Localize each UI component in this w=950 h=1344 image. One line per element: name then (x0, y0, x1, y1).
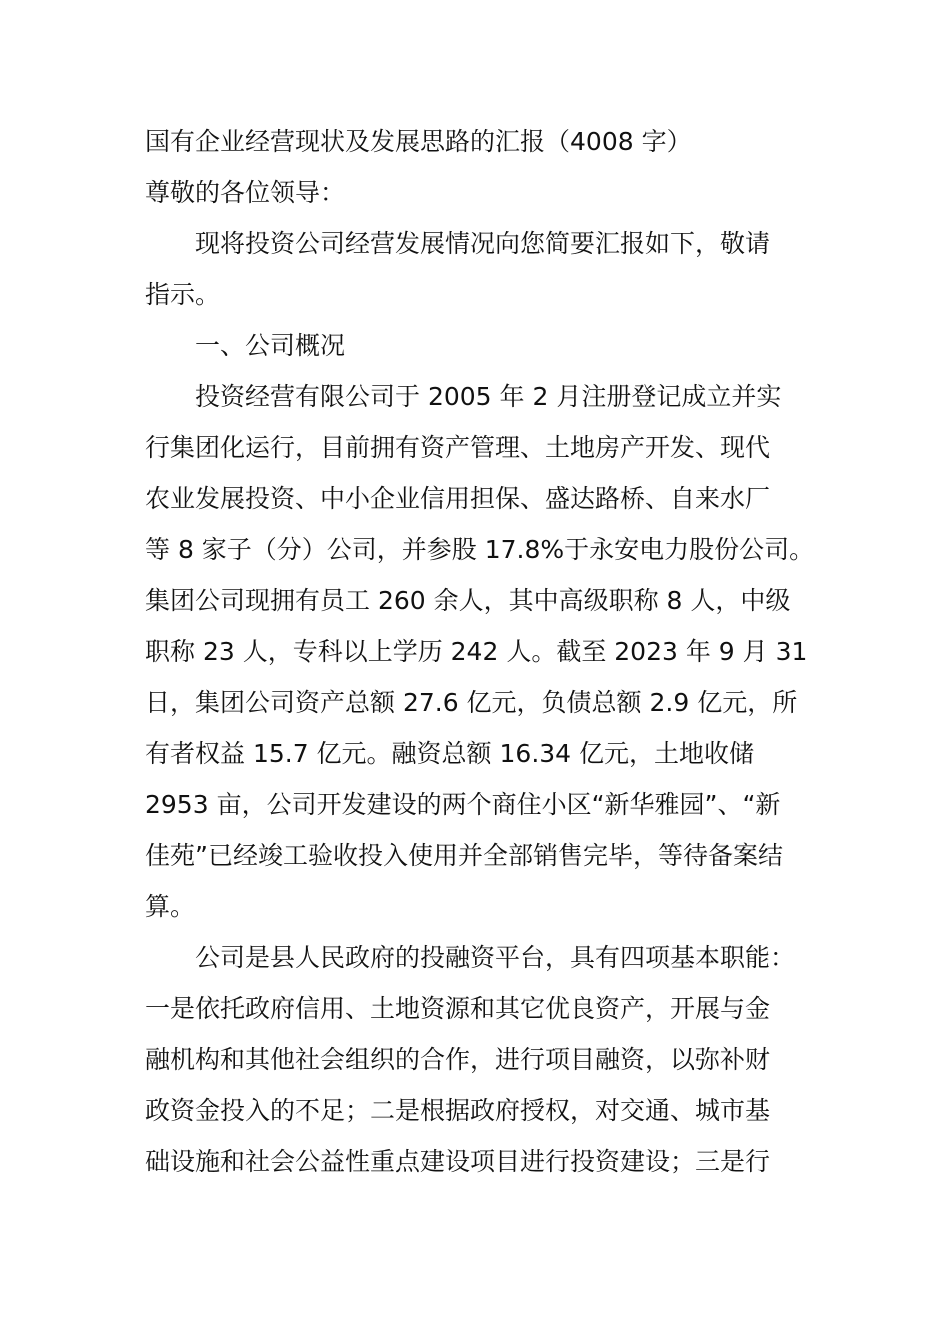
paragraph-line: 现将投资公司经营发展情况向您简要汇报如下，敬请 (195, 229, 771, 258)
paragraph-line: 指示。 (145, 280, 221, 309)
paragraph-line: 农业发展投资、中小企业信用担保、盛达路桥、自来水厂 (145, 484, 771, 513)
paragraph-line: 有者权益 15.7 亿元。融资总额 16.34 亿元，土地收储 (145, 739, 755, 768)
paragraph-line: 集团公司现拥有员工 260 余人，其中高级职称 8 人，中级 (145, 586, 791, 615)
paragraph-line: 础设施和社会公益性重点建设项目进行投资建设；三是行 (145, 1147, 771, 1176)
paragraph-line: 行集团化运行，目前拥有资产管理、土地房产开发、现代 (145, 433, 771, 462)
paragraph-line: 佳苑”已经竣工验收投入使用并全部销售完毕，等待备案结 (145, 841, 783, 870)
paragraph-line: 算。 (145, 892, 196, 921)
paragraph-line: 一是依托政府信用、土地资源和其它优良资产，开展与金 (145, 994, 771, 1023)
paragraph-line: 政资金投入的不足；二是根据政府授权，对交通、城市基 (145, 1096, 771, 1125)
section-heading: 一、公司概况 (195, 331, 346, 360)
salutation: 尊敬的各位领导： (145, 178, 346, 207)
paragraph-line: 融机构和其他社会组织的合作，进行项目融资，以弥补财 (145, 1045, 771, 1074)
paragraph-line: 投资经营有限公司于 2005 年 2 月注册登记成立并实 (195, 382, 782, 411)
paragraph-line: 等 8 家子（分）公司，并参股 17.8%于永安电力股份公司。 (145, 535, 815, 564)
paragraph-line: 公司是县人民政府的投融资平台，具有四项基本职能： (195, 943, 796, 972)
paragraph-line: 日，集团公司资产总额 27.6 亿元，负债总额 2.9 亿元，所 (145, 688, 798, 717)
paragraph-line: 2953 亩，公司开发建设的两个商住小区“新华雅园”、“新 (145, 790, 781, 819)
document-title: 国有企业经营现状及发展思路的汇报（4008 字） (145, 127, 692, 156)
paragraph-line: 职称 23 人，专科以上学历 242 人。截至 2023 年 9 月 31 (145, 637, 808, 666)
